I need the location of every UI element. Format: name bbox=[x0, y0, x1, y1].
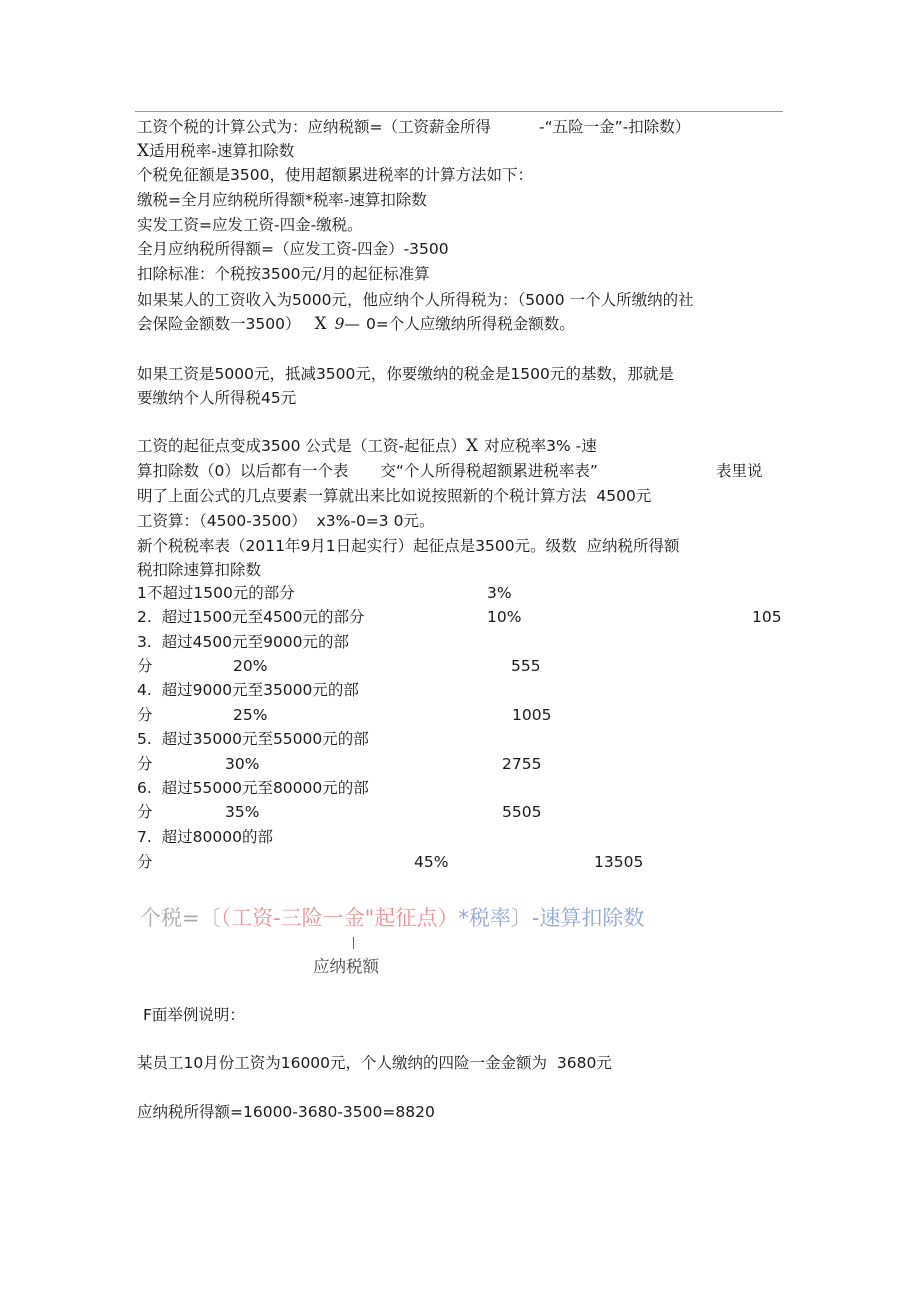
formula-pointer bbox=[353, 937, 354, 949]
rate-3-label: 3. 超过4500元至9000元的部 bbox=[137, 633, 350, 651]
intro-line-9 bbox=[137, 314, 575, 334]
rate-5-rate: 30% bbox=[225, 755, 260, 773]
rate-5-cont: 分 bbox=[137, 755, 153, 773]
rate-5-deduct: 2755 bbox=[502, 755, 542, 773]
para3-line-2c: 表里说 bbox=[716, 462, 763, 480]
intro-line-9i: 9— bbox=[334, 315, 360, 333]
rate-1-label: 1不超过1500元的部分 bbox=[137, 584, 295, 602]
intro-line-9a: 会保险金额数一3500） bbox=[137, 315, 301, 333]
para3-line-2b: 交“个人所得税超额累进税率表” bbox=[380, 462, 598, 480]
formula-blue-part: *税率〕-速算扣除数 bbox=[458, 906, 645, 930]
rate-2-deduct: 105 bbox=[752, 608, 782, 626]
para3-line-1 bbox=[137, 436, 597, 456]
multiply-x: X bbox=[314, 314, 327, 334]
intro-line-3: 个税免征额是3500，使用超额累进税率的计算方法如下： bbox=[137, 166, 533, 184]
example2-line-1: 某员工10月份工资为16000元，个人缴纳的四险一金金额为 3680元 bbox=[137, 1054, 612, 1072]
example2-heading: F面举例说明： bbox=[143, 1006, 245, 1024]
rate-7-cont: 分 bbox=[137, 853, 153, 871]
intro-line-5: 实发工资=应发工资-四金-缴税。 bbox=[137, 216, 363, 234]
formula-pink-part: （工资-三险一金"起征点） bbox=[220, 906, 459, 930]
tax-formula bbox=[140, 904, 644, 932]
rate-3-cont: 分 bbox=[137, 657, 153, 675]
header-rule bbox=[135, 111, 783, 112]
example2-line-2: 应纳税所得额=16000-3680-3500=8820 bbox=[137, 1103, 435, 1121]
example1-line-1: 如果工资是5000元，抵减3500元，你要缴纳的税金是1500元的基数，那就是 bbox=[137, 365, 674, 383]
para3-line-3: 明了上面公式的几点要素一算就出来比如说按照新的个税计算方法 4500元 bbox=[137, 487, 652, 505]
para3-line-4: 工资算：（4500-3500） x3%-0=3 0元。 bbox=[137, 512, 435, 530]
rate-7-label: 7. 超过80000的部 bbox=[137, 828, 273, 846]
rate-4-rate: 25% bbox=[233, 706, 268, 724]
rate-2-label: 2. 超过1500元至4500元的部分 bbox=[137, 608, 365, 626]
intro-line-1 bbox=[137, 117, 690, 137]
formula-prefix: 个税=〔 bbox=[140, 906, 221, 930]
multiply-x: X bbox=[137, 141, 150, 161]
rate-3-rate: 20% bbox=[233, 657, 268, 675]
intro-line-2-text: 适用税率-速算扣除数 bbox=[149, 142, 295, 160]
rate-5-label: 5. 超过35000元至55000元的部 bbox=[137, 730, 369, 748]
rate-4-deduct: 1005 bbox=[512, 706, 552, 724]
rate-6-deduct: 5505 bbox=[502, 803, 542, 821]
formula-caption: 应纳税额 bbox=[313, 957, 379, 976]
rate-6-label: 6. 超过55000元至80000元的部 bbox=[137, 779, 369, 797]
rate-1-rate: 3% bbox=[487, 584, 512, 602]
intro-line-9b: 0=个人应缴纳所得税金额数。 bbox=[365, 315, 575, 333]
intro-line-1b: -“五险一金”-扣除数） bbox=[539, 118, 691, 136]
rate-4-label: 4. 超过9000元至35000元的部 bbox=[137, 681, 359, 699]
rate-4-cont: 分 bbox=[137, 706, 153, 724]
multiply-x: X bbox=[465, 436, 479, 456]
intro-line-4: 缴税=全月应纳税所得额*税率-速算扣除数 bbox=[137, 191, 427, 209]
para3-line-2 bbox=[137, 461, 598, 481]
rate-6-cont: 分 bbox=[137, 803, 153, 821]
para3-line-5: 新个税税率表（2011年9月1日起实行）起征点是3500元。级数 应纳税所得额 bbox=[137, 537, 680, 555]
intro-line-1a: 工资个税的计算公式为：应纳税额=（工资薪金所得 bbox=[137, 118, 491, 136]
intro-line-7: 扣除标准：个税按3500元/月的起征标准算 bbox=[137, 265, 430, 283]
para3-line-1a: 工资的起征点变成3500 公式是（工资-起征点） bbox=[137, 437, 466, 455]
rate-3-deduct: 555 bbox=[511, 657, 541, 675]
rate-7-rate: 45% bbox=[414, 853, 449, 871]
para3-line-2a: 算扣除数（0）以后都有一个表 bbox=[137, 462, 349, 480]
example1-line-2: 要缴纳个人所得税45元 bbox=[137, 389, 297, 407]
rate-7-deduct: 13505 bbox=[594, 853, 644, 871]
intro-line-6: 全月应纳税所得额=（应发工资-四金）-3500 bbox=[137, 240, 449, 258]
para3-line-6: 税扣除速算扣除数 bbox=[137, 561, 262, 579]
para3-line-1b: 对应税率3% -速 bbox=[484, 437, 597, 455]
rate-2-rate: 10% bbox=[487, 608, 522, 626]
rate-6-rate: 35% bbox=[225, 803, 260, 821]
intro-line-8: 如果某人的工资收入为5000元，他应纳个人所得税为：（5000 一个人所缴纳的社 bbox=[137, 291, 694, 309]
intro-line-2 bbox=[137, 141, 294, 161]
